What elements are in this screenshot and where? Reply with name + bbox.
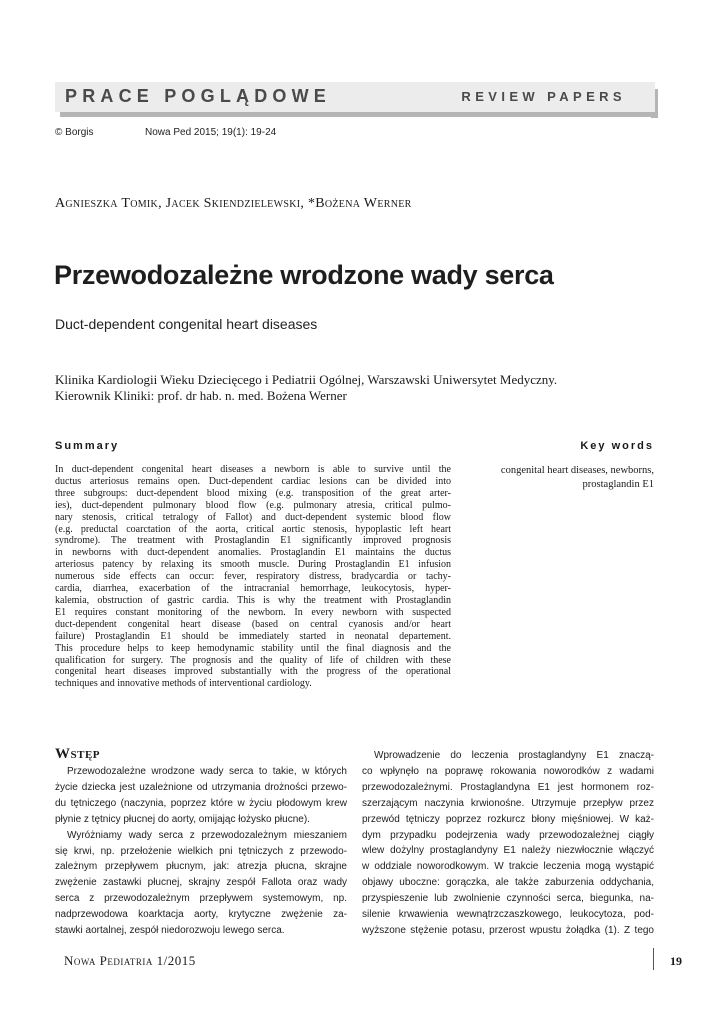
keywords-line: congenital heart diseases, newborns, (500, 465, 654, 476)
body-line: dym przypadku podejrzenia wady przewodozależnej ciągły (362, 829, 654, 841)
page-number: 19 (670, 954, 682, 968)
keywords-line: prostaglandin E1 (582, 479, 654, 490)
publisher: © Borgis (55, 127, 94, 138)
body-line: stawki aortalnej, zespół niedorozwoju lewego serca. (55, 925, 285, 937)
body-line: życie dziecka jest uzależnione od utrzymania drożności przewo- (55, 781, 347, 793)
summary-line: three subgroups: duct-dependent blood mixing (e.g. transposition of the great arter- (55, 487, 451, 499)
affiliation-line: Kierownik Kliniki: prof. dr hab. n. med. Bożena Werner (55, 388, 347, 403)
intro-heading: Wstęp (55, 746, 101, 762)
intro-column-left (55, 764, 347, 939)
body-line: wlew dożylny prostaglandyny E1 należy niezwłocznie włączyć (362, 845, 654, 857)
summary-line: In duct-dependent congenital heart diseases a newborn is able to survive until the (55, 464, 451, 475)
citation: Nowa Ped 2015; 19(1): 19-24 (145, 127, 277, 138)
intro-column-right (362, 748, 654, 939)
body-line: w oddziale noworodkowym. W trakcie leczenia mogą wystąpić (362, 861, 654, 873)
summary-line: kalemia, obstruction of gastric cardia. This is why the treatment with Prostaglandin (55, 594, 451, 606)
keywords-list (424, 464, 654, 492)
article-subtitle: Duct-dependent congenital heart diseases (55, 316, 318, 332)
body-line: nadprzewodowa koarktacja aorty, krytyczne zwężenie za- (55, 909, 347, 921)
body-line: objawy uboczne: gorączka, ale także zaburzenia oddychania, (362, 877, 654, 889)
body-line: silenie krwawienia wewnątrzczaszkowego, leukocytoza, pod- (362, 909, 654, 921)
summary-line: E1 requires constant monitoring of the newborn. In every newborn with suspected (55, 606, 451, 618)
summary-line: syndrome). The treatment with Prostaglandin E1 significantly improved prognosis (55, 535, 451, 547)
affiliation-line: Klinika Kardiologii Wieku Dziecięcego i Pediatrii Ogólnej, Warszawski Uniwersytet Medyczny. (55, 372, 558, 387)
body-line: co wpłynęło na poprawę rokowania noworodków z wadami (362, 765, 654, 777)
summary-line: failure) Prostaglandin E1 should be immediately started in neonatal departement. (55, 630, 451, 642)
body-line: płynie z tętnicy płucnej do aorty, omijając łożysko płucne). (55, 813, 310, 825)
summary-line: ductus arteriosus remains open. Duct-dependent cardiac lesions can be divided into (55, 475, 451, 487)
summary-line: numerous side effects can occur: fever, respiratory distress, bradycardia or tachy- (55, 571, 451, 583)
footer-divider (653, 948, 654, 970)
summary-line: nary stenosis, critical tetralogy of Fallot) and duct-dependent systemic blood flow (55, 511, 451, 523)
summary-heading: Summary (55, 440, 120, 452)
body-line: przewodozależnymi. Prostaglandyna E1 jest hormonem roz- (362, 781, 654, 793)
section-label-en: REVIEW PAPERS (461, 89, 626, 104)
section-label-pl: PRACE POGLĄDOWE (65, 86, 332, 106)
summary-line: arteriosus patency by relaxing its smooth muscle. During Prostaglandin E1 infusion (55, 559, 451, 571)
affiliation (55, 372, 557, 404)
body-line: się krwi, np. przełożenie wielkich pni tętniczych z przewodo- (55, 845, 347, 857)
body-line: serca z przewodozależnym przepływem systemowym, np. (55, 893, 347, 905)
authors: Agnieszka Tomik, Jacek Skiendzielewski, *Bożena Werner (55, 196, 412, 211)
summary-line: qualification for surgery. The prognosis and the quality of life of children with these (55, 654, 451, 666)
summary-line: techniques and innovative methods of interventional cardiology. (55, 678, 312, 690)
body-line: zależnym przepływem płucnym, jak: atrezja płucna, skrajne (55, 861, 347, 873)
body-line: Wprowadzenie do leczenia prostaglandyny E1 znaczą- (374, 750, 654, 761)
article-title: Przewodozależne wrodzone wady serca (54, 260, 554, 290)
summary-line: This procedure helps to keep hemodynamic stability until the final diagnosis and the (55, 642, 451, 654)
keywords-heading: Key words (580, 440, 654, 452)
body-line: szerzającym naczynia krwionośne. Utrzymuje przepływ przez (362, 797, 654, 809)
body-line: przewód tętniczy poprzez rozkurcz błony mięśniowej. W każ- (362, 813, 654, 825)
body-line: Przewodozależne wrodzone wady serca to takie, w których (67, 766, 347, 777)
body-line: przyspieszenie lub zwolnienie czynności serca, biegunka, na- (362, 893, 654, 905)
summary-line: ies), duct-dependent pulmonary blood flow (e.g. pulmonary atresia, critical pulmo- (55, 499, 451, 511)
summary-line: congenital heart diseases improved substantially with the progress of the operational (55, 666, 451, 678)
summary-line: in newborns with duct-dependent anomalies. Prostaglandin E1 maintains the ductus (55, 547, 451, 559)
body-line: wyższone stężenie potasu, przerost wpustu żołądka (1). Z tego (362, 924, 654, 936)
body-line: du tętniczego (naczynia, poprzez które w życiu płodowym krew (55, 797, 347, 809)
summary-line: (e.g. preductal coarctation of the aorta, critical aortic stenosis, hypoplastic left heart (55, 523, 451, 535)
summary-line: duct-dependent congenital heart disease (based on central cyanosis and/or heart (55, 618, 451, 630)
body-line: Wyróżniamy wady serca z przewodozależnym mieszaniem (67, 829, 347, 841)
body-line: zwężenie zastawki płucnej, skrajny zespół Fallota oraz wady (55, 877, 347, 889)
footer-journal: Nowa Pediatria 1/2015 (64, 953, 196, 968)
summary-line: cardia, diarrhea, exacerbation of the intracranial hemorrhage, leukocytosis, hyper- (55, 583, 451, 595)
summary-text (55, 464, 451, 690)
